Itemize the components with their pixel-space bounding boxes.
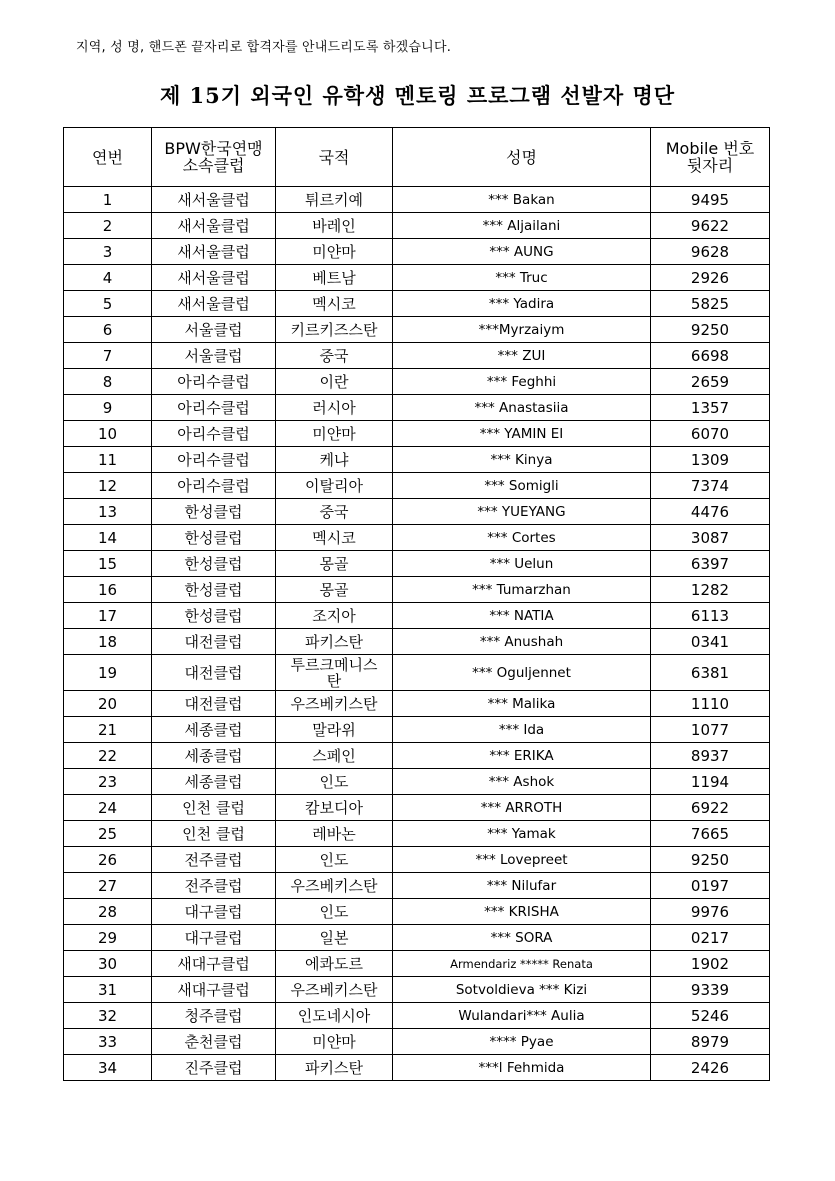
cell-nationality: 멕시코	[276, 291, 393, 317]
cell-mobile: 1902	[651, 951, 770, 977]
cell-no: 8	[64, 369, 152, 395]
cell-mobile: 9339	[651, 977, 770, 1003]
cell-mobile: 2926	[651, 265, 770, 291]
cell-no: 4	[64, 265, 152, 291]
cell-nationality: 스페인	[276, 743, 393, 769]
cell-name: **** Pyae	[393, 1029, 651, 1055]
cell-no: 19	[64, 655, 152, 691]
cell-nationality: 캄보디아	[276, 795, 393, 821]
cell-name: *** Ida	[393, 717, 651, 743]
cell-no: 23	[64, 769, 152, 795]
table-row	[64, 187, 770, 213]
table-row	[64, 577, 770, 603]
cell-nationality: 이란	[276, 369, 393, 395]
cell-name: *** Tumarzhan	[393, 577, 651, 603]
cell-nationality: 레바논	[276, 821, 393, 847]
cell-nationality: 투르크메니스 탄	[276, 655, 393, 691]
cell-name: *** Uelun	[393, 551, 651, 577]
cell-no: 3	[64, 239, 152, 265]
cell-name: Sotvoldieva *** Kizi	[393, 977, 651, 1003]
cell-nationality: 미얀마	[276, 1029, 393, 1055]
cell-club: 인천 클럽	[152, 821, 276, 847]
table-row	[64, 769, 770, 795]
cell-mobile: 6922	[651, 795, 770, 821]
header-row	[64, 128, 770, 187]
cell-club: 아리수클럽	[152, 369, 276, 395]
cell-no: 15	[64, 551, 152, 577]
cell-no: 17	[64, 603, 152, 629]
cell-club: 진주클럽	[152, 1055, 276, 1081]
cell-club: 아리수클럽	[152, 447, 276, 473]
cell-club: 대구클럽	[152, 899, 276, 925]
cell-no: 26	[64, 847, 152, 873]
cell-club: 새대구클럽	[152, 951, 276, 977]
cell-club: 대전클럽	[152, 691, 276, 717]
table-row	[64, 1055, 770, 1081]
cell-club: 대전클럽	[152, 629, 276, 655]
cell-nationality: 인도	[276, 769, 393, 795]
cell-no: 33	[64, 1029, 152, 1055]
cell-nationality: 베트남	[276, 265, 393, 291]
table-row	[64, 977, 770, 1003]
cell-nationality: 바레인	[276, 213, 393, 239]
cell-mobile: 6698	[651, 343, 770, 369]
cell-name: *** Somigli	[393, 473, 651, 499]
cell-mobile: 0197	[651, 873, 770, 899]
cell-name: *** SORA	[393, 925, 651, 951]
table-row	[64, 473, 770, 499]
table-row	[64, 265, 770, 291]
cell-no: 16	[64, 577, 152, 603]
cell-nationality: 인도네시아	[276, 1003, 393, 1029]
cell-club: 세종클럽	[152, 769, 276, 795]
cell-no: 31	[64, 977, 152, 1003]
cell-no: 18	[64, 629, 152, 655]
cell-name: ***Myrzaiym	[393, 317, 651, 343]
cell-mobile: 6397	[651, 551, 770, 577]
cell-no: 32	[64, 1003, 152, 1029]
cell-no: 14	[64, 525, 152, 551]
cell-no: 25	[64, 821, 152, 847]
cell-mobile: 6113	[651, 603, 770, 629]
cell-club: 서울클럽	[152, 343, 276, 369]
cell-mobile: 2659	[651, 369, 770, 395]
cell-no: 20	[64, 691, 152, 717]
cell-name: *** ARROTH	[393, 795, 651, 821]
table-row	[64, 821, 770, 847]
cell-name: *** Anushah	[393, 629, 651, 655]
cell-name: Wulandari*** Aulia	[393, 1003, 651, 1029]
cell-name: *** Anastasiia	[393, 395, 651, 421]
table-row	[64, 291, 770, 317]
cell-name: *** ZUI	[393, 343, 651, 369]
cell-club: 서울클럽	[152, 317, 276, 343]
cell-name: *** Kinya	[393, 447, 651, 473]
header-mobile: Mobile 번호 뒷자리	[651, 128, 770, 187]
cell-name: *** NATIA	[393, 603, 651, 629]
cell-club: 아리수클럽	[152, 421, 276, 447]
cell-mobile: 8979	[651, 1029, 770, 1055]
cell-mobile: 4476	[651, 499, 770, 525]
notice-text: 지역, 성 명, 핸드폰 끝자리로 합격자를 안내드리도록 하겠습니다.	[76, 40, 452, 55]
cell-club: 새서울클럽	[152, 239, 276, 265]
cell-mobile: 6381	[651, 655, 770, 691]
cell-no: 12	[64, 473, 152, 499]
table-row	[64, 951, 770, 977]
table-row	[64, 847, 770, 873]
cell-mobile: 7374	[651, 473, 770, 499]
cell-mobile: 8937	[651, 743, 770, 769]
cell-no: 34	[64, 1055, 152, 1081]
table-row	[64, 213, 770, 239]
cell-club: 한성클럽	[152, 499, 276, 525]
table-row	[64, 1003, 770, 1029]
header-club: BPW한국연맹 소속클럽	[152, 128, 276, 187]
cell-club: 새서울클럽	[152, 187, 276, 213]
cell-nationality: 우즈베키스탄	[276, 977, 393, 1003]
cell-club: 아리수클럽	[152, 395, 276, 421]
cell-nationality: 말라위	[276, 717, 393, 743]
table-row	[64, 317, 770, 343]
cell-club: 한성클럽	[152, 577, 276, 603]
cell-mobile: 9628	[651, 239, 770, 265]
cell-club: 아리수클럽	[152, 473, 276, 499]
cell-nationality: 몽골	[276, 577, 393, 603]
cell-no: 21	[64, 717, 152, 743]
cell-name: *** Oguljennet	[393, 655, 651, 691]
cell-name: *** AUNG	[393, 239, 651, 265]
cell-nationality: 조지아	[276, 603, 393, 629]
cell-mobile: 7665	[651, 821, 770, 847]
table-row	[64, 795, 770, 821]
cell-club: 새서울클럽	[152, 291, 276, 317]
table-row	[64, 899, 770, 925]
cell-name: *** KRISHA	[393, 899, 651, 925]
cell-nationality: 러시아	[276, 395, 393, 421]
table-row	[64, 873, 770, 899]
table-row	[64, 525, 770, 551]
cell-no: 5	[64, 291, 152, 317]
cell-club: 전주클럽	[152, 847, 276, 873]
cell-mobile: 1357	[651, 395, 770, 421]
table-row	[64, 717, 770, 743]
cell-mobile: 5246	[651, 1003, 770, 1029]
cell-nationality: 키르키즈스탄	[276, 317, 393, 343]
table-row	[64, 395, 770, 421]
cell-nationality: 에콰도르	[276, 951, 393, 977]
cell-no: 28	[64, 899, 152, 925]
cell-club: 새대구클럽	[152, 977, 276, 1003]
cell-name: *** ERIKA	[393, 743, 651, 769]
cell-nationality: 케냐	[276, 447, 393, 473]
header-nationality: 국적	[276, 128, 393, 187]
selection-table	[63, 127, 770, 1081]
cell-nationality: 몽골	[276, 551, 393, 577]
cell-club: 대전클럽	[152, 655, 276, 691]
cell-no: 7	[64, 343, 152, 369]
cell-mobile: 5825	[651, 291, 770, 317]
cell-name: *** Lovepreet	[393, 847, 651, 873]
cell-no: 13	[64, 499, 152, 525]
header-name: 성명	[393, 128, 651, 187]
cell-mobile: 1194	[651, 769, 770, 795]
cell-name: *** Yamak	[393, 821, 651, 847]
cell-no: 30	[64, 951, 152, 977]
table-row	[64, 369, 770, 395]
cell-name: *** Nilufar	[393, 873, 651, 899]
table-row	[64, 239, 770, 265]
cell-name: *** Cortes	[393, 525, 651, 551]
cell-no: 27	[64, 873, 152, 899]
cell-mobile: 1077	[651, 717, 770, 743]
cell-name: *** Yadira	[393, 291, 651, 317]
table-row	[64, 1029, 770, 1055]
cell-nationality: 중국	[276, 343, 393, 369]
table-row	[64, 691, 770, 717]
cell-club: 세종클럽	[152, 743, 276, 769]
cell-nationality: 우즈베키스탄	[276, 691, 393, 717]
cell-nationality: 인도	[276, 899, 393, 925]
cell-nationality: 중국	[276, 499, 393, 525]
cell-mobile: 9976	[651, 899, 770, 925]
cell-no: 2	[64, 213, 152, 239]
cell-mobile: 1110	[651, 691, 770, 717]
cell-nationality: 미얀마	[276, 421, 393, 447]
cell-name: ***l Fehmida	[393, 1055, 651, 1081]
cell-name: *** Ashok	[393, 769, 651, 795]
cell-club: 청주클럽	[152, 1003, 276, 1029]
cell-club: 춘천클럽	[152, 1029, 276, 1055]
cell-nationality: 파키스탄	[276, 1055, 393, 1081]
cell-name: *** Bakan	[393, 187, 651, 213]
cell-mobile: 3087	[651, 525, 770, 551]
cell-name: *** YAMIN EI	[393, 421, 651, 447]
cell-mobile: 9622	[651, 213, 770, 239]
table-body	[64, 187, 770, 1081]
table-row	[64, 447, 770, 473]
cell-nationality: 파키스탄	[276, 629, 393, 655]
cell-no: 22	[64, 743, 152, 769]
table-row	[64, 603, 770, 629]
cell-club: 한성클럽	[152, 525, 276, 551]
cell-name: Armendariz ***** Renata	[393, 951, 651, 977]
cell-mobile: 9250	[651, 317, 770, 343]
cell-nationality: 우즈베키스탄	[276, 873, 393, 899]
table-row	[64, 551, 770, 577]
table-row	[64, 421, 770, 447]
cell-name: *** Truc	[393, 265, 651, 291]
cell-no: 9	[64, 395, 152, 421]
cell-nationality: 인도	[276, 847, 393, 873]
cell-nationality: 튀르키예	[276, 187, 393, 213]
cell-mobile: 6070	[651, 421, 770, 447]
table-row	[64, 655, 770, 691]
cell-nationality: 멕시코	[276, 525, 393, 551]
cell-no: 29	[64, 925, 152, 951]
cell-mobile: 0217	[651, 925, 770, 951]
cell-nationality: 일본	[276, 925, 393, 951]
cell-name: *** Feghhi	[393, 369, 651, 395]
cell-mobile: 0341	[651, 629, 770, 655]
cell-name: *** YUEYANG	[393, 499, 651, 525]
cell-name: *** Aljailani	[393, 213, 651, 239]
header-no: 연번	[64, 128, 152, 187]
cell-mobile: 9495	[651, 187, 770, 213]
cell-club: 대구클럽	[152, 925, 276, 951]
cell-nationality: 이탈리아	[276, 473, 393, 499]
cell-no: 10	[64, 421, 152, 447]
cell-club: 인천 클럽	[152, 795, 276, 821]
page-title: 제 15기 외국인 유학생 멘토링 프로그램 선발자 명단	[159, 83, 676, 108]
cell-mobile: 2426	[651, 1055, 770, 1081]
cell-no: 24	[64, 795, 152, 821]
cell-mobile: 1282	[651, 577, 770, 603]
cell-club: 한성클럽	[152, 551, 276, 577]
table-row	[64, 499, 770, 525]
table-row	[64, 743, 770, 769]
cell-club: 전주클럽	[152, 873, 276, 899]
cell-no: 11	[64, 447, 152, 473]
cell-club: 한성클럽	[152, 603, 276, 629]
cell-name: *** Malika	[393, 691, 651, 717]
cell-club: 새서울클럽	[152, 265, 276, 291]
cell-no: 6	[64, 317, 152, 343]
table-row	[64, 925, 770, 951]
cell-nationality: 미얀마	[276, 239, 393, 265]
cell-mobile: 9250	[651, 847, 770, 873]
cell-club: 세종클럽	[152, 717, 276, 743]
cell-club: 새서울클럽	[152, 213, 276, 239]
table-row	[64, 629, 770, 655]
cell-no: 1	[64, 187, 152, 213]
table-row	[64, 343, 770, 369]
cell-mobile: 1309	[651, 447, 770, 473]
